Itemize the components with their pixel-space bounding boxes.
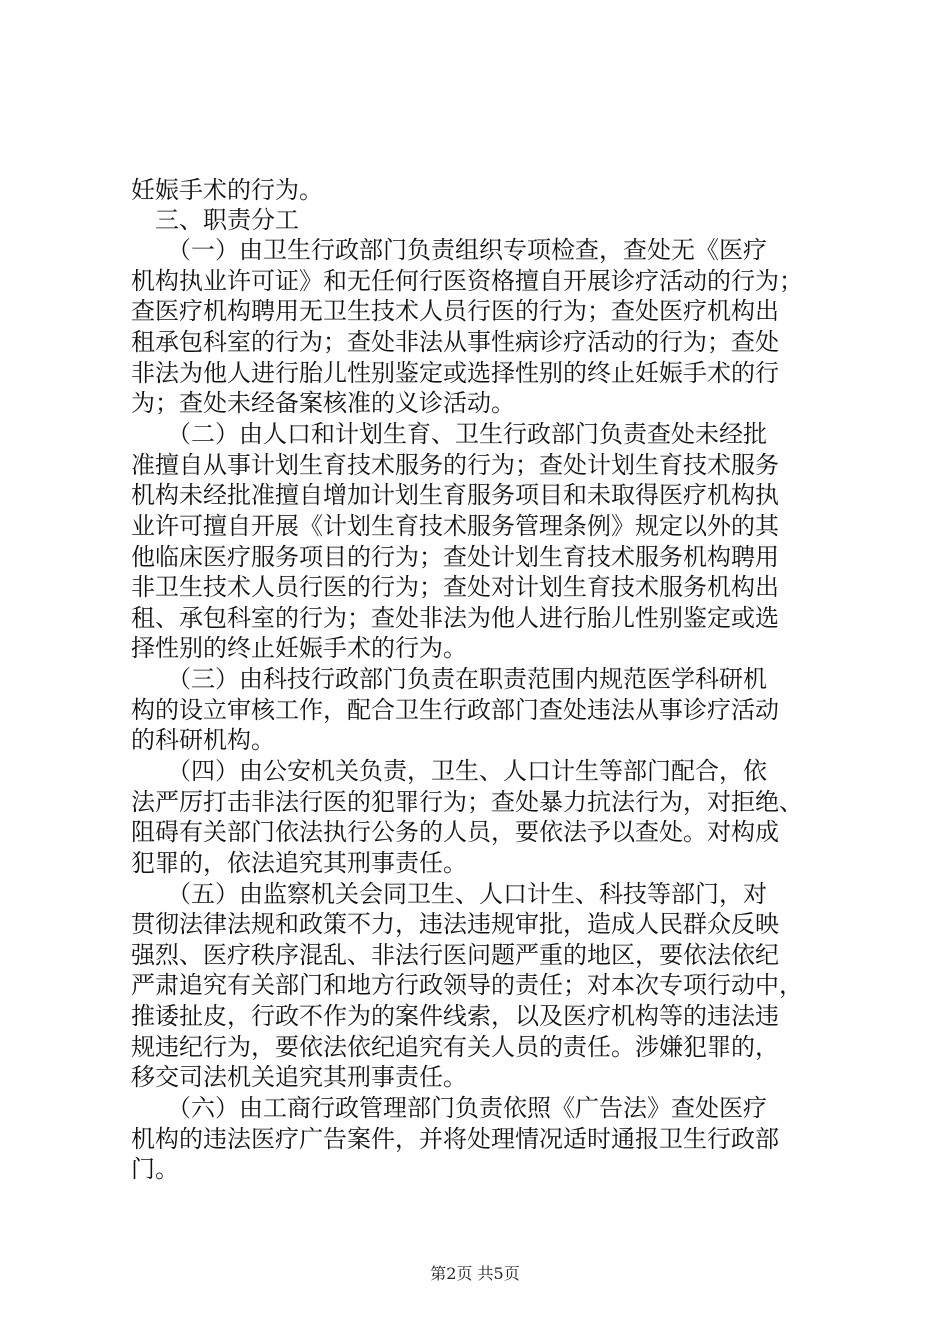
text-line: 严肃追究有关部门和地方行政领导的责任；对本次专项行动中， — [131, 971, 803, 999]
text-line: 阻碍有关部门依法执行公务的人员，要依法予以查处。对构成 — [131, 818, 779, 846]
text-line: （二）由人口和计划生育、卫生行政部门负责查处未经批 — [131, 420, 767, 448]
page-footer: 第2页 共5页 — [430, 1264, 520, 1283]
text-line: 租、承包科室的行为；查处非法为他人进行胎儿性别鉴定或选 — [131, 604, 779, 632]
section-heading: 三、职责分工 — [131, 206, 299, 234]
text-line: 推诿扯皮，行政不作为的案件线索，以及医疗机构等的违法违 — [131, 1002, 779, 1030]
text-line: （四）由公安机关负责，卫生、人口计生等部门配合，依 — [131, 757, 767, 785]
text-line: （一）由卫生行政部门负责组织专项检查，查处无《医疗 — [131, 236, 767, 264]
text-line: 妊娠手术的行为。 — [131, 176, 323, 204]
text-line: 强烈、医疗秩序混乱、非法行医问题严重的地区，要依法依纪 — [131, 941, 779, 969]
text-line: 业许可擅自开展《计划生育技术服务管理条例》规定以外的其 — [131, 512, 779, 540]
text-line: 为；查处未经备案核准的义诊活动。 — [131, 389, 515, 417]
text-line: 机构未经批准擅自增加计划生育服务项目和未取得医疗机构执 — [131, 481, 779, 509]
text-line: 的科研机构。 — [131, 726, 275, 754]
text-line: 租承包科室的行为；查处非法从事性病诊疗活动的行为；查处 — [131, 328, 779, 356]
text-line: （五）由监察机关会同卫生、人口计生、科技等部门，对 — [131, 880, 767, 908]
text-line: 贯彻法律法规和政策不力，违法违规审批，造成人民群众反映 — [131, 910, 779, 938]
text-line: 他临床医疗服务项目的行为；查处计划生育技术服务机构聘用 — [131, 543, 779, 571]
text-line: 准擅自从事计划生育技术服务的行为；查处计划生育技术服务 — [131, 451, 779, 479]
text-line: 择性别的终止妊娠手术的行为。 — [131, 634, 467, 662]
text-line: 门。 — [131, 1155, 179, 1183]
text-line: 规违纪行为，要依法依纪追究有关人员的责任。涉嫌犯罪的， — [131, 1033, 779, 1061]
text-line: 非卫生技术人员行医的行为；查处对计划生育技术服务机构出 — [131, 573, 779, 601]
text-line: （三）由科技行政部门负责在职责范围内规范医学科研机 — [131, 665, 767, 693]
text-line: 犯罪的，依法追究其刑事责任。 — [131, 849, 467, 877]
text-line: 机构执业许可证》和无任何行医资格擅自开展诊疗活动的行为； — [131, 267, 803, 295]
text-line: 法严厉打击非法行医的犯罪行为；查处暴力抗法行为，对拒绝、 — [131, 788, 803, 816]
text-line: 非法为他人进行胎儿性别鉴定或选择性别的终止妊娠手术的行 — [131, 359, 779, 387]
text-line: 移交司法机关追究其刑事责任。 — [131, 1063, 467, 1091]
text-line: （六）由工商行政管理部门负责依照《广告法》查处医疗 — [131, 1094, 767, 1122]
text-line: 查医疗机构聘用无卫生技术人员行医的行为；查处医疗机构出 — [131, 297, 779, 325]
text-line: 机构的违法医疗广告案件，并将处理情况适时通报卫生行政部 — [131, 1125, 779, 1153]
text-line: 构的设立审核工作，配合卫生行政部门查处违法从事诊疗活动 — [131, 696, 779, 724]
